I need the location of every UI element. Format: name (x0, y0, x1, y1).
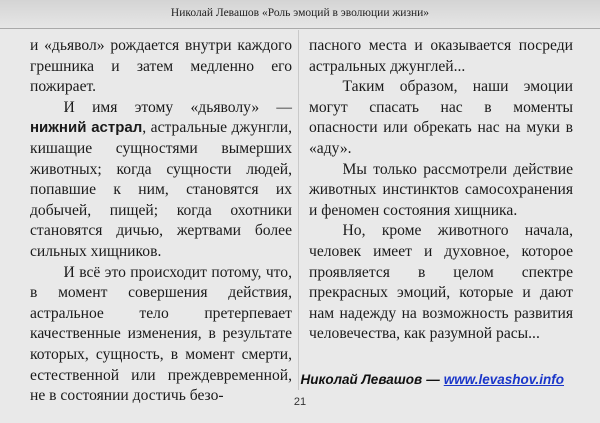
left-column (30, 36, 292, 407)
paragraph-spiritual: Но, кроме животного начала, человек имеет и духовное, которое проявляется в целом спектре прекрасных эмоций, которые и дают нам надежду на возможность развития человечества, как разумной расы... (309, 222, 573, 343)
paragraph-dyavol-name (30, 98, 292, 263)
paragraph-astral-body: И всё это происходит потому, что, в момент совершения действия, астральное тело претерпевает качественные изменения, в результате которых, сущность, в момент смерти, естественной или преждевременной, не в состоянии достичь безо- (30, 263, 292, 405)
paragraph-continuation: пасного места и оказывается посреди астральных джунглей... (309, 37, 573, 75)
paragraph-continuation: и «дьявол» рождается внутри каждого грешника и затем медленно его пожирает. (30, 37, 292, 96)
header-band (0, 0, 600, 29)
paragraph-emotions: Таким образом, наши эмоции могут спасать нас в моменты опасности или обрекать нас на муки в «аду». (309, 78, 573, 157)
paragraph-text: И имя этому «дьяволу» — (63, 98, 292, 116)
highlighted-term: нижний астрал (30, 119, 143, 137)
right-column (309, 36, 573, 345)
paragraph-instincts: Мы только рассмотрели действие животных инстинктов самосохранения и феномен состояния хищника. (309, 160, 573, 219)
footer-author: Николай Левашов (300, 372, 423, 387)
site-link[interactable]: www.levashov.info (443, 372, 564, 387)
running-title: Николай Левашов «Роль эмоций в эволюции жизни» (170, 7, 430, 19)
page-number: 21 (293, 396, 307, 408)
footer-separator: — (426, 372, 440, 387)
paragraph-text: , астральные джунгли, кишащие сущностями вымерших животных; когда сущности людей, попавшие к ним, становятся их добычей, пищей; когда охотники становятся дичью, жертвами более сильных хищников. (30, 119, 292, 260)
column-gutter (298, 30, 299, 390)
footer-credit (301, 372, 564, 387)
